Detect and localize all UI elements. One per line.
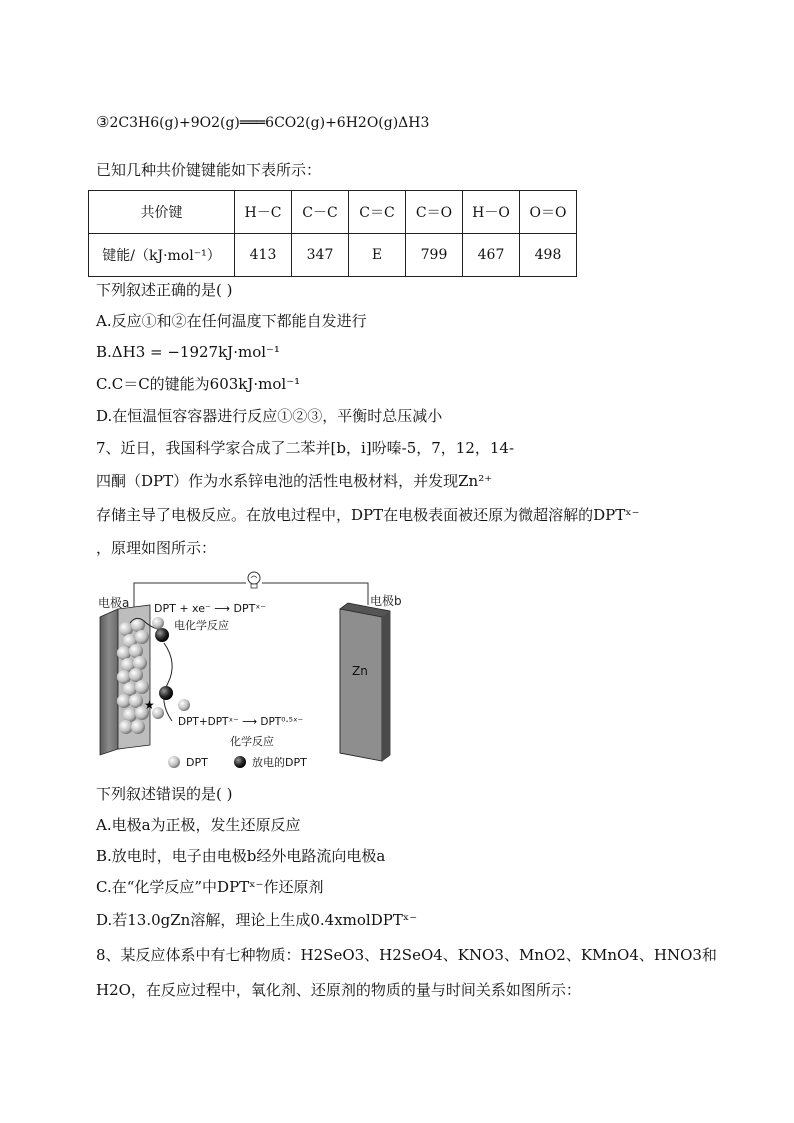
q7-line-3: 存储主导了电极反应。在放电过程中，DPT在电极表面被还原为微超溶解的DPTˣ⁻ xyxy=(96,506,640,524)
q7-line-4: ，原理如图所示： xyxy=(96,539,217,557)
reaction-number: ③ xyxy=(96,113,110,131)
reaction-equation: 2C3H6(g)+9O2(g)═══6CO2(g)+6H2O(g)ΔH3 xyxy=(109,115,430,131)
bond-energy-table xyxy=(88,190,577,277)
q6-option-b: B.ΔH3 = −1927kJ·mol⁻¹ xyxy=(96,343,280,361)
legend-discharged-label: 放电的DPT xyxy=(252,756,307,769)
bulb-icon xyxy=(248,572,260,588)
q6-option-c: C.C＝C的键能为603kJ·mol⁻¹ xyxy=(96,375,301,393)
electrode-b-label: 电极b xyxy=(370,594,402,608)
electrochem-label: 电化学反应 xyxy=(174,619,229,632)
electrochem-equation: DPT + xe⁻ ⟶ DPTˣ⁻ xyxy=(154,602,267,615)
bond-cell: H－C xyxy=(235,191,292,234)
unit-cell: 键能/（kJ·mol⁻¹） xyxy=(89,234,235,277)
chem-equation: DPT+DPTˣ⁻ ⟶ DPT⁰·⁵ˣ⁻ xyxy=(178,716,304,728)
energy-cell: 413 xyxy=(235,234,292,277)
bond-cell: C＝O xyxy=(406,191,463,234)
q7-line-2: 四酮（DPT）作为水系锌电池的活性电极材料，并发现Zn²⁺ xyxy=(96,472,493,490)
discharged-dpt-sphere xyxy=(159,686,173,700)
energy-cell: E xyxy=(349,234,406,277)
q7-option-c: C.在“化学反应”中DPTˣ⁻作还原剂 xyxy=(96,878,324,896)
table-intro: 已知几种共价键键能如下表所示： xyxy=(96,161,322,179)
table-header-cell: 共价键 xyxy=(89,191,235,234)
energy-cell: 467 xyxy=(463,234,520,277)
zn-electrode-plate xyxy=(340,603,390,761)
q7-option-d: D.若13.0gZn溶解，理论上生成0.4xmolDPTˣ⁻ xyxy=(96,911,418,929)
q6-option-a: A.反应①和②在任何温度下都能自发进行 xyxy=(96,312,367,330)
zn-label: Zn xyxy=(352,664,368,678)
bond-cell: H－O xyxy=(463,191,520,234)
q7-stem: 下列叙述错误的是( ) xyxy=(96,785,233,803)
q8-line-2: H2O，在反应过程中，氧化剂、还原剂的物质的量与时间关系如图所示： xyxy=(96,981,581,999)
bond-cell: C－C xyxy=(292,191,349,234)
bond-cell: O＝O xyxy=(520,191,577,234)
q6-option-d: D.在恒温恒容容器进行反应①②③，平衡时总压减小 xyxy=(96,407,443,425)
dpt-sphere xyxy=(152,617,164,629)
table-row xyxy=(89,234,577,277)
bond-cell: C＝C xyxy=(349,191,406,234)
dpt-sphere xyxy=(178,699,190,711)
energy-cell: 347 xyxy=(292,234,349,277)
legend-dpt-icon xyxy=(168,756,180,768)
q8-line-1: 8、某反应体系中有七种物质：H2SeO3、H2SeO4、KNO3、MnO2、KMnO4、HNO3和 xyxy=(96,946,717,964)
legend-dpt-label: DPT xyxy=(186,756,208,769)
electrode-a-label: 电极a xyxy=(98,596,130,610)
external-wire xyxy=(262,583,368,605)
chem-label: 化学反应 xyxy=(230,735,274,748)
star-icon: ★ xyxy=(144,698,155,712)
battery-diagram xyxy=(90,565,420,775)
energy-cell: 498 xyxy=(520,234,577,277)
q6-stem: 下列叙述正确的是( ) xyxy=(96,281,233,299)
q7-option-b: B.放电时，电子由电极b经外电路流向电极a xyxy=(96,847,386,865)
q7-option-a: A.电极a为正极，发生还原反应 xyxy=(96,816,301,834)
reaction-3-line xyxy=(96,112,429,133)
legend-discharged-icon xyxy=(234,756,246,768)
table-row xyxy=(89,191,577,234)
discharged-dpt-sphere xyxy=(155,628,169,642)
q7-line-1: 7、近日，我国科学家合成了二苯并[b，i]吩嗪-5，7，12，14- xyxy=(96,439,515,457)
diffusion-arrow xyxy=(164,643,172,721)
energy-cell: 799 xyxy=(406,234,463,277)
